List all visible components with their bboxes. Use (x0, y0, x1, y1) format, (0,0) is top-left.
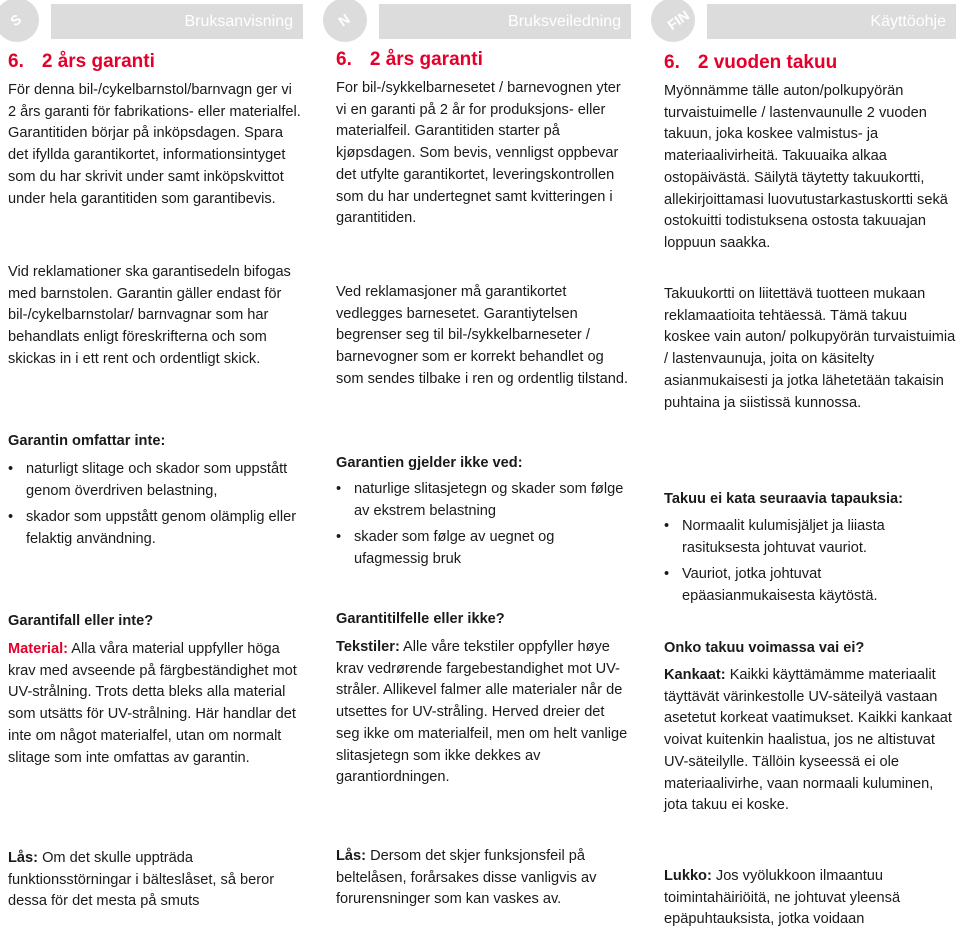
warranty-intro: For bil-/sykkelbarnesetet / barnevognen yter vi en garanti på 2 år for produksjons- eller materialfeil. Garantitiden starter på kjøpsdagen. Som bevis, vennligst oppbevar det utfylte garantikortet, leveringskontrollen som du har undertegnet samt kvitteringen i garantitiden. (336, 80, 621, 227)
warranty-intro: För denna bil-/cykelbarnstol/barnvagn ger vi 2 års garanti för fabrikations- eller materialfel. Garantitiden börjar på inköpsdagen. Spara det ifyllda garantikortet, informationsintyget som du har skrivit under samt inköpskvittot under hela garantitiden som garantibevis. (8, 82, 301, 207)
warranty-case-heading: Onko takuu voimassa vai ei? (664, 640, 865, 656)
list-item-text: naturligt slitage och skador som uppstått genom överdriven belastning, (26, 461, 288, 499)
lock-label: Lås: (8, 850, 39, 866)
material-label: Material: (8, 641, 69, 657)
section-header (663, 4, 956, 39)
column-finnish (656, 0, 960, 933)
bullet-icon: • (336, 529, 342, 546)
warranty-case-heading: Garantitilfelle eller ikke? (336, 611, 505, 627)
list-item (8, 459, 298, 502)
lock-text: Dersom det skjer funksjonsfeil på beltelåsen, forårsakes disse vanligvis av forurensninger som kan vaskes av. (336, 848, 597, 908)
section-title: 2 vuoden takuu (697, 52, 838, 73)
material-paragraph (336, 637, 632, 789)
bullet-icon: • (664, 566, 670, 583)
not-covered-list (8, 459, 298, 556)
warranty-claims: Vid reklamationer ska garantisedeln bifogas med barnstolen. Garantin gäller endast för bil-/cykelbarnstolar/ barnvagnar som har behandlats enligt föreskrifterna och som skickas in i ett rent och ordentligt skick. (8, 264, 291, 367)
lock-paragraph (664, 866, 956, 931)
list-item (8, 507, 298, 550)
lang-code: N (335, 10, 353, 30)
section-header (7, 4, 303, 39)
section-heading (664, 52, 837, 74)
manual-title: Bruksveiledning (508, 13, 621, 30)
lang-code: S (7, 10, 25, 30)
list-item-text: Normaalit kulumisjäljet ja liiasta rasituksesta johtuvat vauriot. (682, 518, 885, 556)
material-label: Kankaat: (664, 667, 726, 683)
not-covered-heading: Takuu ei kata seuraavia tapauksia: (664, 491, 904, 507)
bullet-icon: • (8, 461, 14, 477)
section-number: 6. (8, 51, 24, 72)
material-label: Tekstiler: (336, 639, 400, 655)
lock-paragraph (336, 846, 632, 911)
warranty-case-heading: Garantifall eller inte? (8, 613, 154, 629)
material-paragraph (8, 639, 304, 769)
list-item-text: skador som uppstått genom olämplig eller felaktig användning. (26, 509, 297, 548)
section-title: 2 års garanti (41, 51, 155, 72)
section-header (335, 4, 631, 39)
material-text: Kaikki käyttämämme materiaalit täyttävät värinkestolle UV-säteilyä vastaan asetetut korkeat vaatimukset. Kaikki kankaat voivat kuitenkin haalistua, jos ne altistuvat UV-säteilylle. Tällöin kyseessä ei ole materiaalivirhe, vaan normaali kuluminen, jota takuu ei koske. (664, 667, 952, 814)
column-norwegian (328, 0, 638, 933)
section-title: 2 års garanti (369, 49, 483, 70)
list-item-text: Vauriot, jotka johtuvat epäasianmukaisesta käytöstä. (682, 566, 878, 605)
material-text: Alla våra material uppfyller höga krav med avseende på färgbeständighet mot UV-strålning. Trots detta bleks alla material som utsätts för UV-strålning. Här handlar det inte om något materialfel, utan om normalt slitage som inte omfattas av garantin. (8, 641, 297, 766)
material-text: Alle våre tekstiler oppfyller høye krav vedrørende fargebestandighet mot UV-stråler. Allikevel falmer alle materialer når de utsettes for UV-stråling. Herved dreier det seg ikke om materialfeil, men om helt vanlige slitasjetegn som ikke dekkes av garantiordningen. (336, 639, 628, 786)
section-number: 6. (664, 52, 680, 73)
column-swedish (0, 0, 310, 933)
lang-code: FIN (664, 6, 693, 34)
warranty-claims: Ved reklamasjoner må garantikortet vedlegges barnesetet. Garantiytelsen begrenser seg til bil-/sykkelbarneseter / barnevogner som er korrekt behandlet og som sendes tilbake i ren og ordentlig tilstand. (336, 284, 629, 387)
lock-text: Jos vyölukkoon ilmaantuu toimintahäiriöitä, ne johtuvat yleensä epäpuhtauksista, jotka voidaan (664, 868, 901, 928)
lock-text: Om det skulle uppträda funktionsstörningar i bälteslåset, så beror dessa för det mesta på smuts (8, 850, 275, 910)
not-covered-list (664, 516, 954, 613)
material-paragraph (664, 665, 956, 817)
section-heading (8, 51, 155, 73)
list-item-text: skader som følge av uegnet og ufagmessig bruk (354, 529, 555, 568)
bullet-icon: • (8, 509, 14, 526)
list-item-text: naturlige slitasjetegn og skader som følge av ekstrem belastning (354, 481, 624, 519)
not-covered-list (336, 479, 632, 576)
lock-label: Lukko: (664, 868, 712, 884)
list-item (664, 516, 954, 559)
warranty-claims: Takuukortti on liitettävä tuotteen mukaan reklamaatioita tehtäessä. Tämä takuu koskee vain auton/ polkupyörän turvaistuimia / lastenvaunuja, joita on käsitelty asianmukaisesti ja jotka lähetetään takaisin puhtaina ja siistissä kunnossa. (664, 286, 956, 411)
not-covered-heading: Garantin omfattar inte: (8, 433, 166, 449)
lock-paragraph (8, 848, 304, 913)
section-heading (336, 49, 483, 71)
list-item (336, 527, 632, 570)
warranty-intro: Myönnämme tälle auton/polkupyörän turvaistuimelle / lastenvaunulle 2 vuoden takuun, joka koskee valmistus- ja materiaalivirheitä. Takuuaika alkaa ostopäivästä. Säilytä täytetty takuukortti, allekirjoittamasi luovutustarkastuskortti sekä ostokuitti todistuksena ostosta takuuajan loppuun saakka. (664, 83, 948, 251)
not-covered-heading: Garantien gjelder ikke ved: (336, 455, 523, 471)
list-item (336, 479, 632, 522)
bullet-icon: • (336, 481, 342, 497)
list-item (664, 564, 954, 607)
bullet-icon: • (664, 518, 670, 534)
manual-title: Käyttöohje (870, 13, 946, 30)
section-number: 6. (336, 49, 352, 70)
manual-title: Bruksanvisning (184, 13, 293, 30)
lock-label: Lås: (336, 848, 367, 864)
